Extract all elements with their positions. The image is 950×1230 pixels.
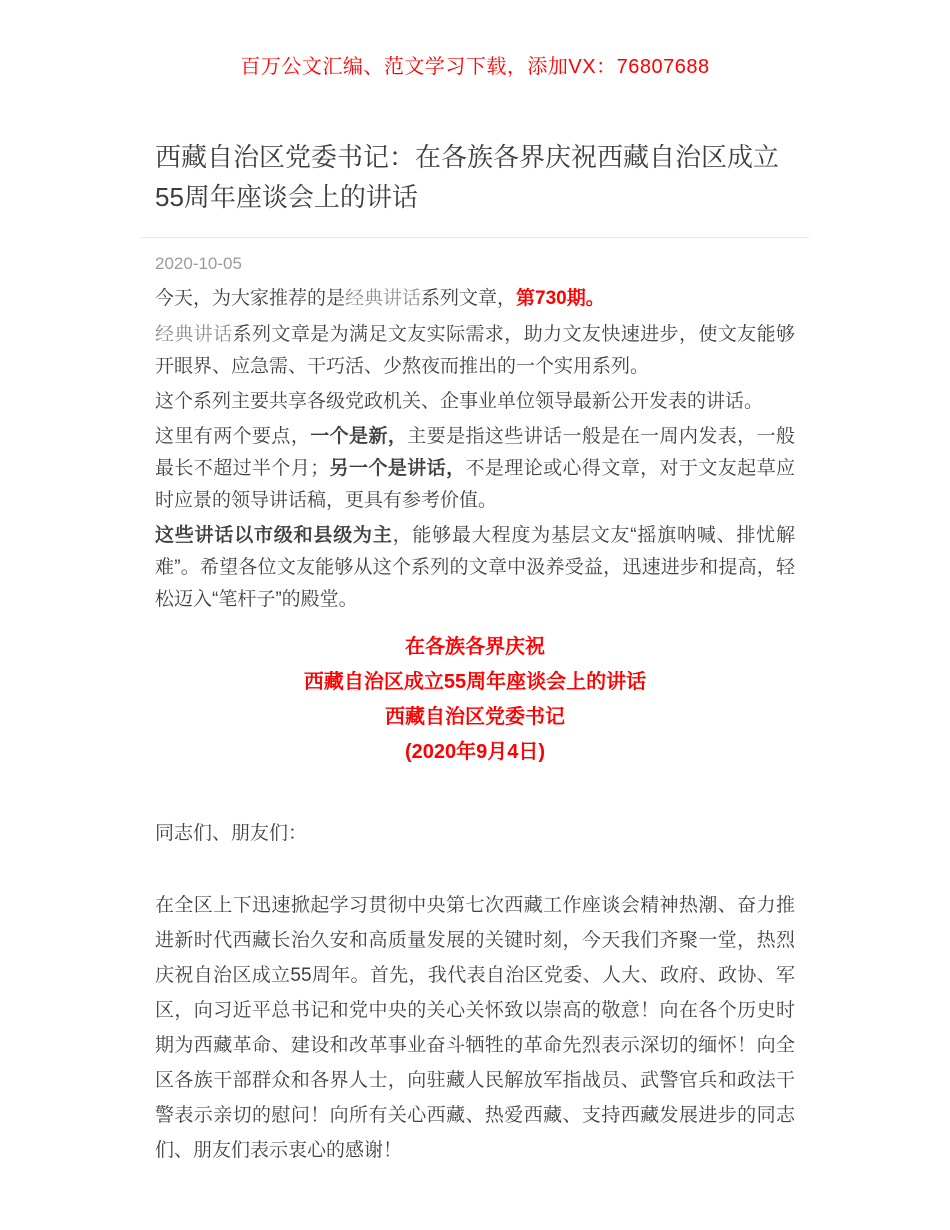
- speech-heading-line: 在各族各界庆祝: [405, 636, 545, 658]
- promo-notice: 百万公文汇编、范文学习下载，添加VX：76807688: [240, 56, 710, 78]
- intro-paragraph: 今天，为大家推荐的是经典讲话系列文章，第730期。: [155, 287, 605, 309]
- speech-heading: [141, 630, 809, 770]
- intro-section: [141, 282, 809, 616]
- speech-heading-line: 西藏自治区成立55周年座谈会上的讲话: [303, 671, 647, 693]
- article-container: [141, 137, 809, 1168]
- speech-heading-line: 西藏自治区党委书记: [385, 706, 565, 728]
- intro-paragraph: 经典讲话系列文章是为满足文友实际需求，助力文友快速进步，使文友能够开眼界、应急需、干巧活、少熬夜而推出的一个实用系列。: [155, 323, 795, 377]
- article-title: 西藏自治区党委书记：在各族各界庆祝西藏自治区成立55周年座谈会上的讲话: [155, 142, 780, 212]
- intro-paragraph: 这个系列主要共享各级党政机关、企事业单位领导最新公开发表的讲话。: [155, 391, 764, 412]
- intro-paragraph: 这里有两个要点，一个是新，主要是指这些讲话一般是在一周内发表，一般最长不超过半个月；另一个是讲话，不是理论或心得文章，对于文友起草应时应景的领导讲话稿，更具有参考价值。: [155, 426, 795, 511]
- speech-paragraph: 在全区上下迅速掀起学习贯彻中央第七次西藏工作座谈会精神热潮、奋力推进新时代西藏长治久安和高质量发展的关键时刻，今天我们齐聚一堂，热烈庆祝自治区成立55周年。首先，我代表自治区党委、人大、政府、政协、军区，向习近平总书记和党中央的关心关怀致以崇高的敬意！向在各个历史时期为西藏革命、建设和改革事业奋斗牺牲的革命先烈表示深切的缅怀！向全区各族干部群众和各界人士，向驻藏人民解放军指战员、武警官兵和政法干警表示亲切的慰问！向所有关心西藏、热爱西藏、支持西藏发展进步的同志们、朋友们表示衷心的感谢！: [155, 895, 795, 1161]
- speech-heading-line: (2020年9月4日): [404, 741, 546, 763]
- article-date: 2020-10-05: [155, 254, 242, 273]
- intro-paragraph: 这些讲话以市级和县级为主，能够最大程度为基层文友“摇旗呐喊、排忧解难”。希望各位文友能够从这个系列的文章中汲养受益，迅速进步和提高，轻松迈入“笔杆子”的殿堂。: [155, 525, 795, 610]
- speech-salutation: 同志们、朋友们：: [155, 823, 308, 844]
- title-divider: [141, 237, 809, 238]
